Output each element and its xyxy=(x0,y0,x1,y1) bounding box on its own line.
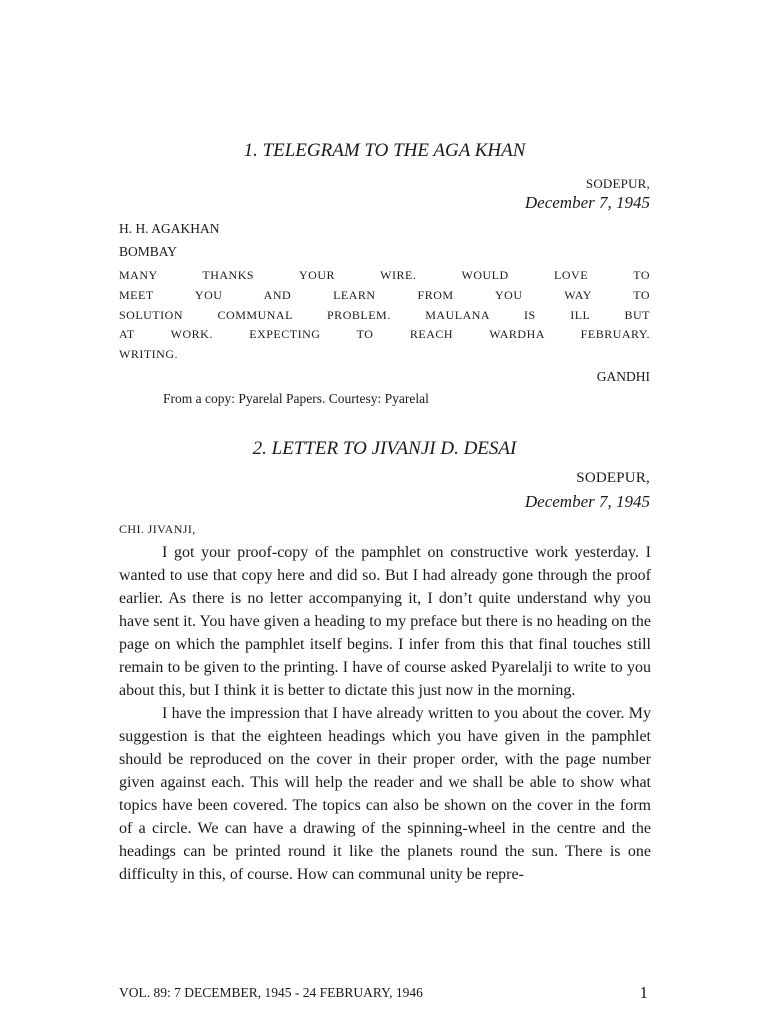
telegram-title: 1. TELEGRAM TO THE AGA KHAN xyxy=(243,140,526,161)
letter-date: December 7, 1945 xyxy=(524,492,650,511)
addressee-name: H. H. AGAKHAN xyxy=(119,221,220,236)
letter-place: SODEPUR, xyxy=(576,470,650,486)
letter-body xyxy=(119,541,651,886)
volume-footer: VOL. 89: 7 DECEMBER, 1945 - 24 FEBRUARY, 1946 xyxy=(119,985,423,1000)
telegram-line: WRITING. xyxy=(119,347,178,362)
page-number: 1 xyxy=(639,983,648,1002)
telegram-line: MEET YOU AND LEARN FROM YOU WAY TO xyxy=(119,287,650,302)
telegram-line: MANY THANKS YOUR WIRE. WOULD LOVE TO xyxy=(119,268,650,282)
telegram-place: SODEPUR, xyxy=(585,176,650,191)
letter-title: 2. LETTER TO JIVANJI D. DESAI xyxy=(252,438,517,459)
telegram-line: SOLUTION COMMUNAL PROBLEM. MAULANA IS ILL BUT xyxy=(119,307,650,322)
telegram-signature: GANDHI xyxy=(596,369,650,384)
source-note: From a copy: Pyarelal Papers. Courtesy: Pyarelal xyxy=(163,391,429,406)
letter-paragraph: I have the impression that I have already written to you about the cover. My suggestion is that the eighteen headings which you have given in the pamphlet should be reproduced on the cover in their proper order, with the page number given against each. This will help the reader and we shall be able to show what topics have been covered. The topics can also be shown on the cover in the form of a circle. We can have a drawing of the spinning-wheel in the centre and the headings can be printed round it like the planets round the sun. There is one difficulty in this, of course. How can communal unity be repre- xyxy=(119,705,651,883)
telegram-line: AT WORK. EXPECTING TO REACH WARDHA FEBRUARY. xyxy=(119,327,650,342)
letter-salutation: CHI. JIVANJI, xyxy=(119,522,196,536)
telegram-body xyxy=(119,266,650,365)
telegram-date: December 7, 1945 xyxy=(524,193,650,212)
letter-paragraph: I got your proof-copy of the pamphlet on constructive work yesterday. I wanted to use that copy here and did so. But I had already gone through the proof earlier. As there is no letter accompanying it, I don’t quite understand why you have sent it. You have given a heading to my preface but there is no heading on the page on which the pamphlet itself begins. I infer from this that final touches still remain to be given to the printing. I have of course asked Pyarelalji to write to you about this, but I think it is better to dictate this just now in the morning. xyxy=(119,544,651,699)
addressee-city: BOMBAY xyxy=(119,244,178,259)
